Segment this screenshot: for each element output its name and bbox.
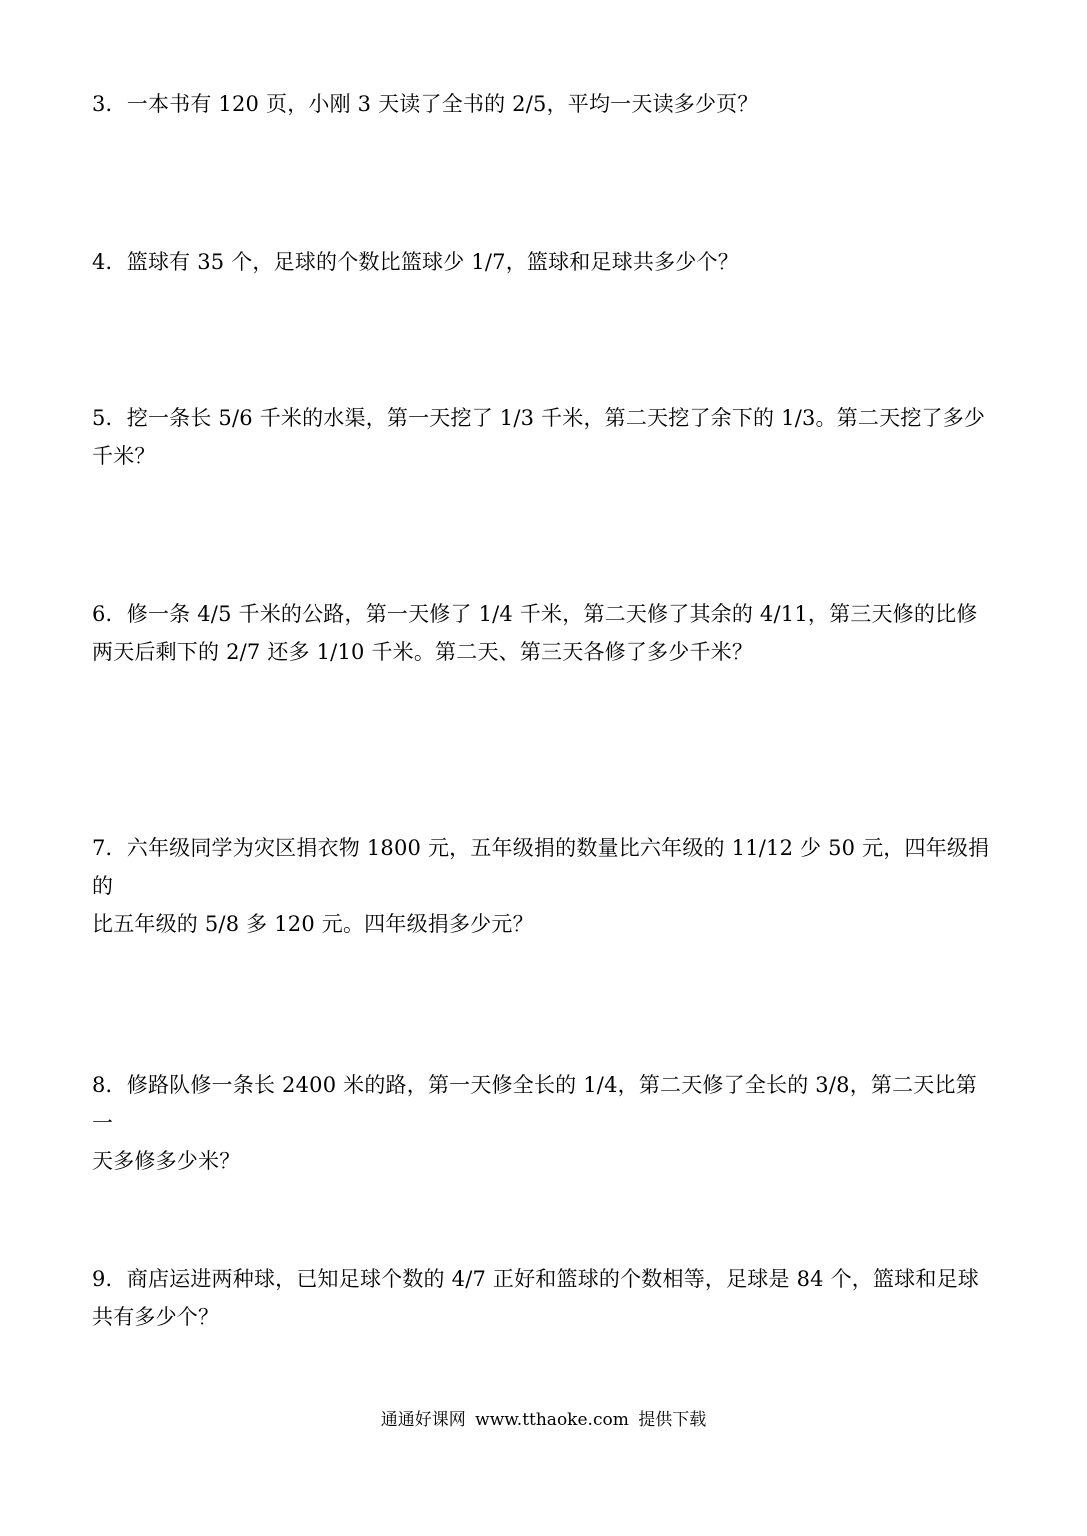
problem-8	[92, 1066, 997, 1180]
problem-6-line-2: 两天后剩下的 2/7 还多 1/10 千米。第二天、第三天各修了多少千米？	[92, 640, 754, 664]
problem-4-line-1: 4．篮球有 35 个，足球的个数比篮球少 1/7，篮球和足球共多少个？	[92, 250, 739, 274]
problem-9-line-2: 共有多少个？	[92, 1305, 220, 1329]
problem-6-line-1: 6．修一条 4/5 千米的公路，第一天修了 1/4 千米，第二天修了其余的 4/11，第三天修的比修	[92, 602, 978, 626]
problem-4	[92, 243, 997, 281]
problem-5	[92, 399, 997, 475]
problem-9-line-1: 9．商店运进两种球，已知足球个数的 4/7 正好和篮球的个数相等，足球是 84 个，篮球和足球	[92, 1267, 979, 1291]
problem-7-line-2: 比五年级的 5/8 多 120 元。四年级捐多少元？	[92, 912, 534, 936]
problem-5-line-2: 千米？	[92, 444, 156, 468]
problem-8-line-2: 天多修多少米？	[92, 1149, 241, 1173]
problem-7	[92, 829, 997, 943]
problem-9	[92, 1260, 997, 1336]
problem-7-line-1: 7．六年级同学为灾区捐衣物 1800 元，五年级捐的数量比六年级的 11/12 少 50 元，四年级捐的	[92, 836, 990, 898]
problem-3-line-1: 3．一本书有 120 页，小刚 3 天读了全书的 2/5，平均一天读多少页？	[92, 92, 759, 116]
problem-6	[92, 595, 997, 671]
problem-8-line-1: 8．修路队修一条长 2400 米的路，第一天修全长的 1/4，第二天修了全长的 3/8，第二天比第一	[92, 1073, 977, 1135]
page-footer: 通通好课网 www.tthaoke.com 提供下载	[380, 1410, 707, 1430]
problem-5-line-1: 5．挖一条长 5/6 千米的水渠，第一天挖了 1/3 千米，第二天挖了余下的 1/3。第二天挖了多少	[92, 406, 986, 430]
problem-3	[92, 85, 997, 123]
